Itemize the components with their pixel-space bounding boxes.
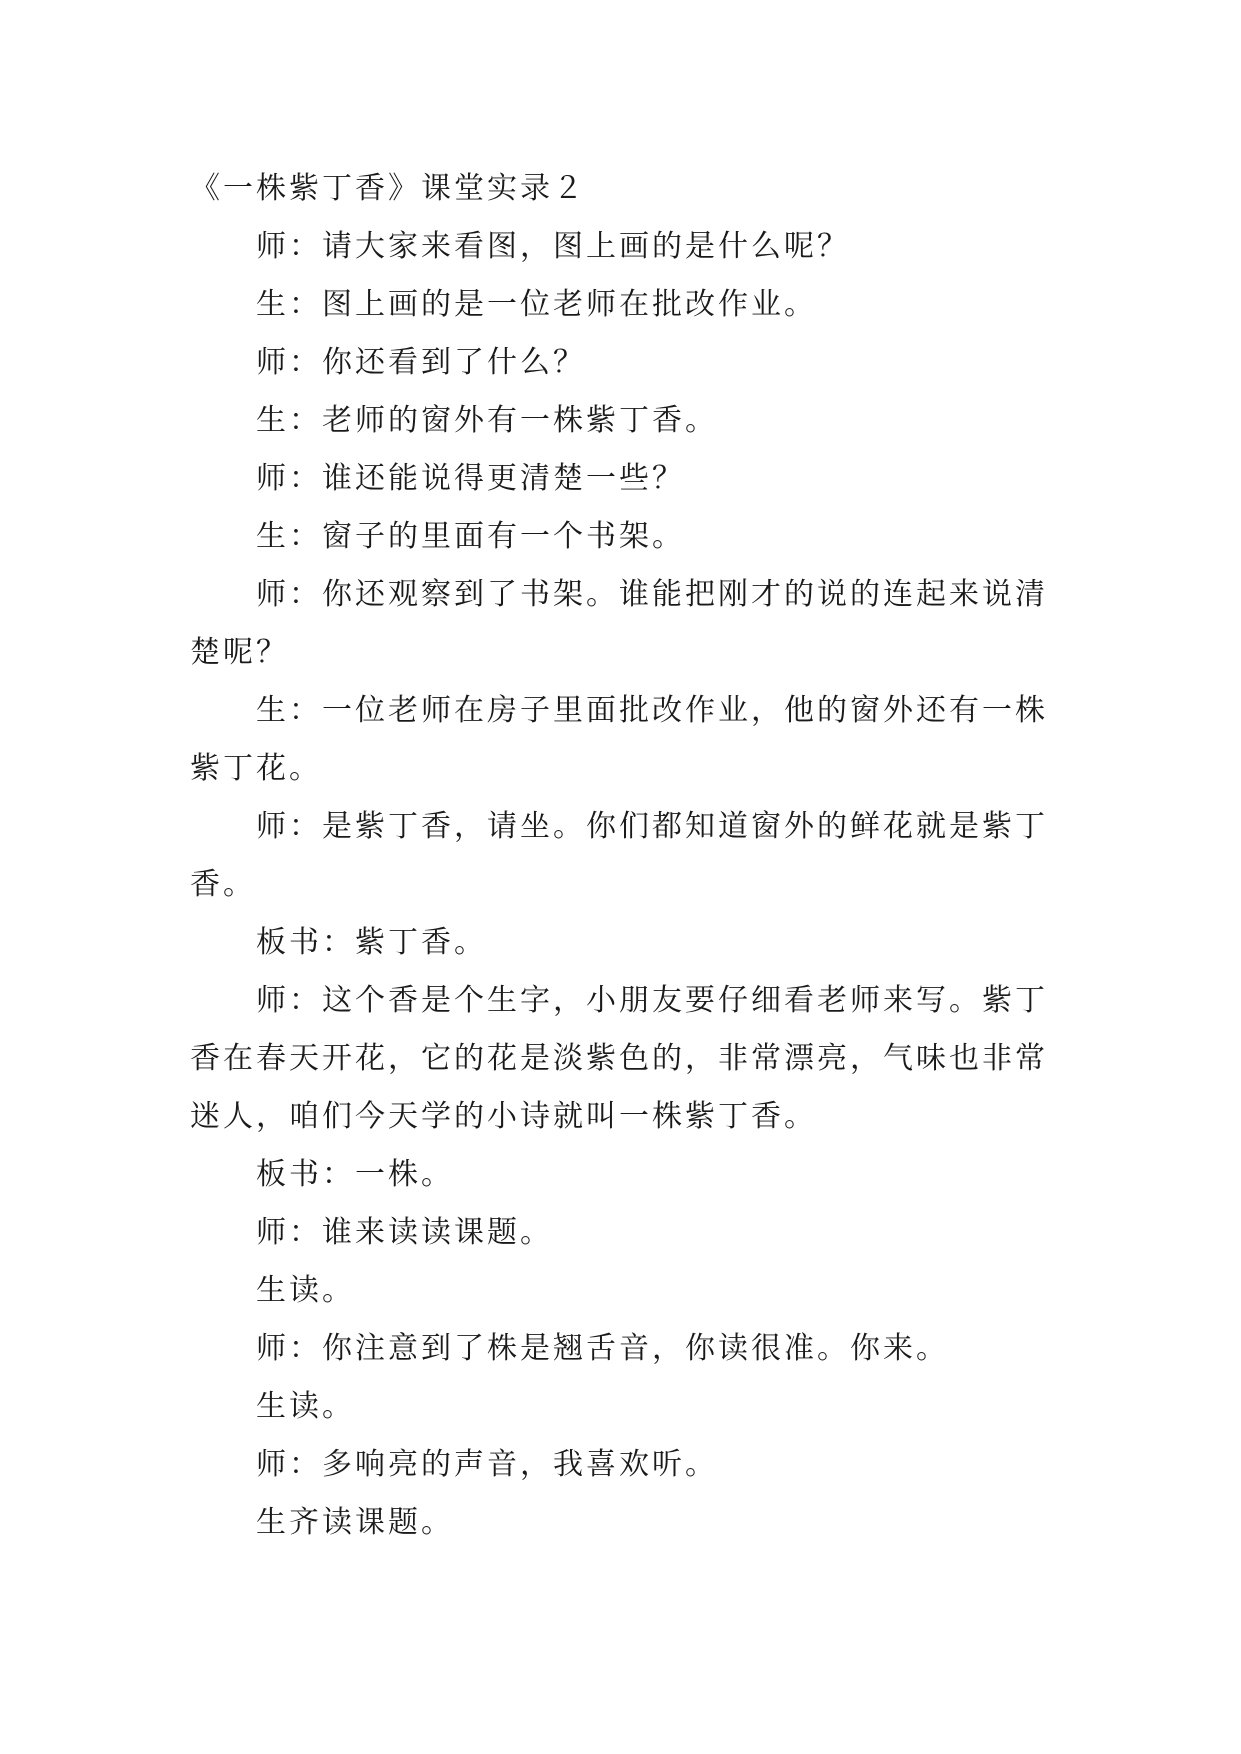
paragraph: 板书：一株。 (256, 1157, 454, 1192)
paragraph: 师：多响亮的声音，我喜欢听。 (256, 1447, 718, 1482)
paragraph: 生：一位老师在房子里面批改作业，他的窗外还有一株紫丁花。 (190, 693, 1048, 786)
document-body (190, 160, 1050, 1552)
paragraph: 生：图上画的是一位老师在批改作业。 (256, 287, 817, 322)
paragraph: 师：谁还能说得更清楚一些？ (256, 461, 685, 496)
paragraph: 板书：紫丁香。 (256, 925, 487, 960)
paragraph: 师：这个香是个生字，小朋友要仔细看老师来写。紫丁香在春天开花，它的花是淡紫色的，非常漂亮，气味也非常迷人，咱们今天学的小诗就叫一株紫丁香。 (190, 983, 1048, 1134)
paragraph: 生齐读课题。 (256, 1505, 454, 1540)
paragraph: 生：老师的窗外有一株紫丁香。 (256, 403, 718, 438)
paragraph: 师：是紫丁香，请坐。你们都知道窗外的鲜花就是紫丁香。 (190, 809, 1048, 902)
paragraph: 师：你注意到了株是翘舌音，你读很准。你来。 (256, 1331, 949, 1366)
document-title: 《一株紫丁香》课堂实录２ (190, 171, 586, 206)
paragraph: 生：窗子的里面有一个书架。 (256, 519, 685, 554)
paragraph: 师：你还看到了什么？ (256, 345, 586, 380)
paragraph: 生读。 (256, 1389, 355, 1424)
paragraph: 师：谁来读读课题。 (256, 1215, 553, 1250)
paragraph: 生读。 (256, 1273, 355, 1308)
paragraph: 师：请大家来看图，图上画的是什么呢？ (256, 229, 850, 264)
paragraph: 师：你还观察到了书架。谁能把刚才的说的连起来说清楚呢？ (190, 577, 1048, 670)
